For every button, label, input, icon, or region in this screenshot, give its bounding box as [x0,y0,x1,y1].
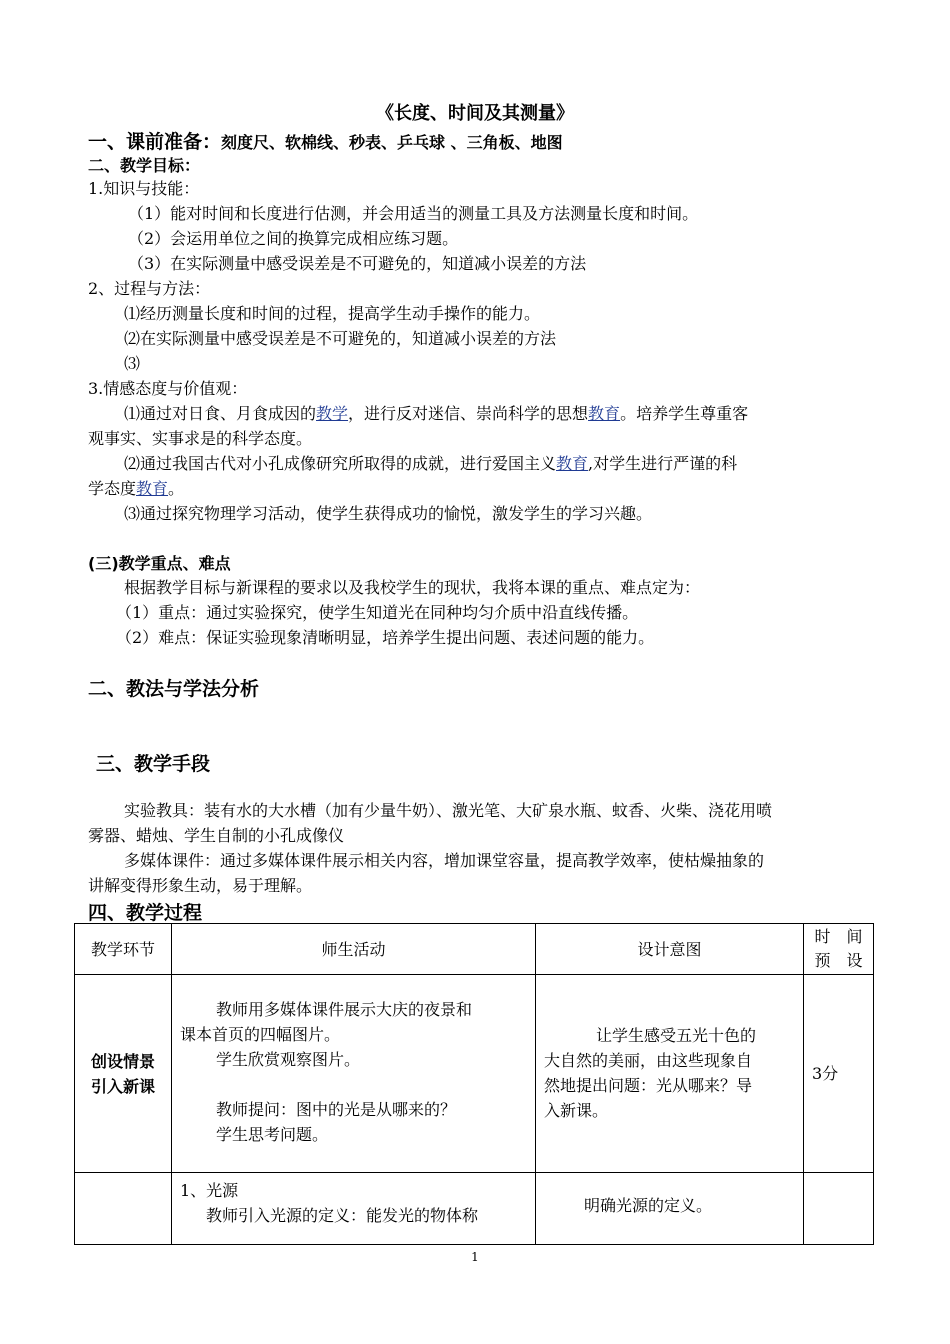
row1-intent-line: 入新课。 [544,1101,609,1120]
text: 学态度 [88,479,137,498]
link-jiaoyu[interactable]: 教育 [556,454,589,473]
goal1-item: （3）在实际测量中感受误差是不可避免的，知道减小误差的方法 [128,254,587,273]
row1-intent-line: 大自然的美丽，由这些现象自 [544,1051,753,1070]
document-title: 《长度、时间及其测量》 [376,103,574,124]
keypoints-intro: 根据教学目标与新课程的要求以及我校学生的现状，我将本课的重点、难点定为： [124,578,701,597]
link-jiaoxue[interactable]: 教学 [316,404,349,423]
header-time [804,924,874,975]
row1-time: 3分 [804,975,874,1173]
keypoint-item: （1）重点：通过实验探究，使学生知道光在同种均匀介质中沿直线传播。 [116,603,639,622]
goal1-heading: 1.知识与技能： [88,179,200,198]
means-exp-line2: 雾器、蜡烛、学生自制的小孔成像仪 [88,826,345,845]
table-header-row [75,924,874,975]
header-activity: 师生活动 [172,924,536,975]
goal3-item3: ⑶通过探究物理学习活动，使学生获得成功的愉悦，激发学生的学习兴趣。 [124,504,653,523]
goal3-item1 [124,401,748,426]
text: 。 [168,479,185,498]
goal2-item: ⑶ [124,354,141,373]
goal1-item: （2）会运用单位之间的换算完成相应练习题。 [128,229,459,248]
text: ，进行反对迷信、崇尚科学的思想 [348,404,589,423]
row2-activity-line: 教师引入光源的定义：能发光的物体称 [206,1206,479,1225]
means-media-line1: 多媒体课件：通过多媒体课件展示相关内容，增加课堂容量，提高教学效率，使枯燥抽象的 [124,851,765,870]
row2-activity-title: 1、光源 [180,1181,239,1200]
goal3-heading: 3.情感态度与价值观： [88,379,248,398]
row1-activity-line: 课本首页的四幅图片。 [180,1025,341,1044]
text: ,对学生进行严谨的科 [588,454,738,473]
row1-activity-line: 学生思考问题。 [216,1125,329,1144]
header-time-line1: 时 间 [814,927,863,946]
section-prep-label: 一、课前准备： [88,131,222,153]
goal3-item1-cont: 观事实、实事求是的科学态度。 [88,429,313,448]
text: ⑴通过对日食、月食成因的 [124,404,317,423]
row1-stage [75,975,172,1173]
means-media-line2: 讲解变得形象生动，易于理解。 [88,876,313,895]
section-process-heading: 四、教学过程 [88,902,203,924]
row1-stage-line2: 引入新课 [90,1076,155,1096]
row2-activity [172,1173,536,1245]
section-means-heading: 三、教学手段 [96,753,211,775]
section-goals-heading: 二、教学目标： [88,156,201,175]
page-number: 1 [471,1250,479,1264]
row1-intent [536,975,804,1173]
goal2-item: ⑴经历测量长度和时间的过程，提高学生动手操作的能力。 [124,304,541,323]
section-methods-heading: 二、教法与学法分析 [88,678,260,700]
row1-activity-line: 教师提问：图中的光是从哪来的？ [216,1100,457,1119]
row1-activity [172,975,536,1173]
keypoint-item: （2）难点：保证实验现象清晰明显，培养学生提出问题、表述问题的能力。 [116,628,655,647]
row1-stage-line1: 创设情景 [90,1051,155,1071]
goal2-item: ⑵在实际测量中感受误差是不可避免的，知道减小误差的方法 [124,329,557,348]
text: 。培养学生尊重客 [620,404,749,423]
link-jiaoyu[interactable]: 教育 [136,479,169,498]
table-row [75,975,874,1173]
row2-time [804,1173,874,1245]
header-time-line2: 预 设 [814,951,863,970]
teaching-process-table [74,923,874,1245]
row2-intent: 明确光源的定义。 [536,1173,804,1245]
goal1-item: （1）能对时间和长度进行估测，并会用适当的测量工具及方法测量长度和时间。 [128,204,699,223]
goal2-heading: 2、过程与方法： [88,279,211,298]
text: ⑵通过我国古代对小孔成像研究所取得的成就，进行爱国主义 [124,454,557,473]
section-prep [88,127,563,154]
header-stage: 教学环节 [75,924,172,975]
row1-intent-line: 然地提出问题：光从哪来？导 [544,1076,753,1095]
row2-stage [75,1173,172,1245]
row1-activity-line: 教师用多媒体课件展示大庆的夜景和 [216,1000,473,1019]
row1-activity-blank [180,1072,529,1097]
section-prep-items: 刻度尺、软棉线、秒表、乒乓球 、三角板、地图 [221,133,563,152]
goal3-item2-cont [88,476,184,501]
means-exp-line1: 实验教具：装有水的大水槽（加有少量牛奶）、激光笔、大矿泉水瓶、蚊香、火柴、浇花用喷 [124,801,773,820]
section-keypoints-heading: (三)教学重点、难点 [88,554,231,573]
link-jiaoyu[interactable]: 教育 [588,404,621,423]
row1-intent-line: 让学生感受五光十色的 [596,1026,757,1045]
row1-activity-line: 学生欣赏观察图片。 [216,1050,361,1069]
goal3-item2 [124,451,737,476]
table-row [75,1173,874,1245]
header-intent: 设计意图 [536,924,804,975]
